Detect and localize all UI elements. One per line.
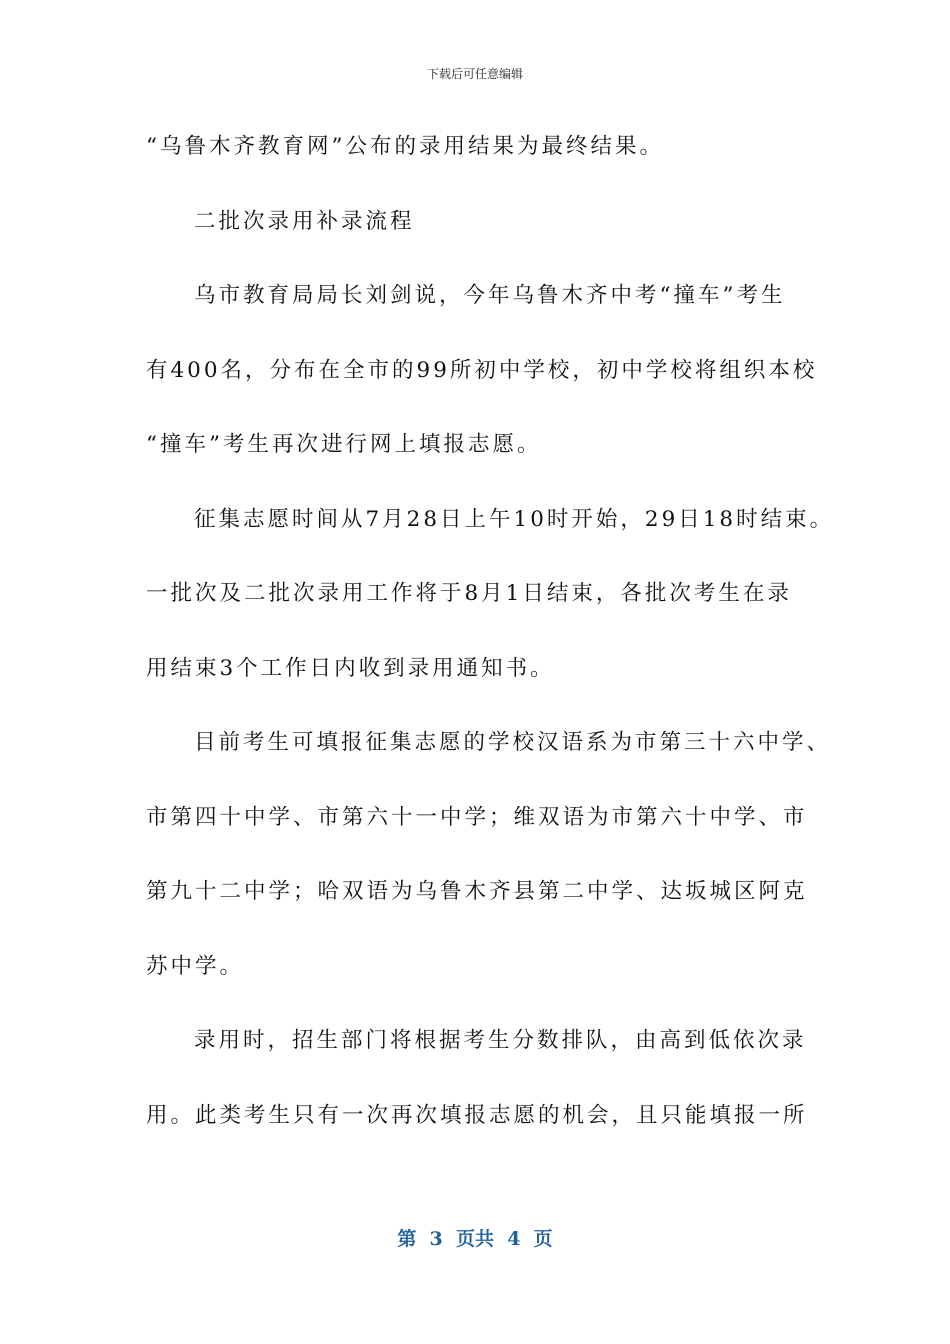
- text-line: “乌鲁木齐教育网”公布的录用结果为最终结果。: [146, 134, 664, 159]
- text-line: 有400名，分布在全市的99所初中学校，初中学校将组织本校: [146, 357, 818, 383]
- text-line: “撞车”考生再次进行网上填报志愿。: [146, 432, 542, 457]
- text-line: 乌市教育局局长刘剑说，今年乌鲁木齐中考“撞车”考生: [194, 283, 786, 308]
- page-header: 下载后可任意编辑: [426, 67, 523, 81]
- text-line: 苏中学。: [146, 953, 245, 979]
- text-line: 征集志愿时间从7月28日上午10时开始，29日18时结束。: [194, 506, 835, 532]
- text-line: 一批次及二批次录用工作将于8月1日结束，各批次考生在录: [146, 581, 792, 606]
- section-heading: 二批次录用补录流程: [194, 208, 415, 234]
- text-line: 录用时，招生部门将根据考生分数排队，由高到低依次录: [194, 1028, 807, 1053]
- text-line: 市第四十中学、市第六十一中学；维双语为市第六十中学、市: [146, 804, 808, 830]
- text-line: 目前考生可填报征集志愿的学校汉语系为市第三十六中学、: [194, 730, 832, 755]
- page-number-footer: 第 3 页共 4 页: [397, 1228, 553, 1250]
- text-line: 用。此类考生只有一次再次填报志愿的机会，且只能填报一所: [146, 1102, 808, 1128]
- text-line: 用结束3个工作日内收到录用通知书。: [146, 655, 555, 681]
- text-line: 第九十二中学；哈双语为乌鲁木齐县第二中学、达坂城区阿克: [146, 879, 808, 904]
- document-body: [146, 121, 835, 1164]
